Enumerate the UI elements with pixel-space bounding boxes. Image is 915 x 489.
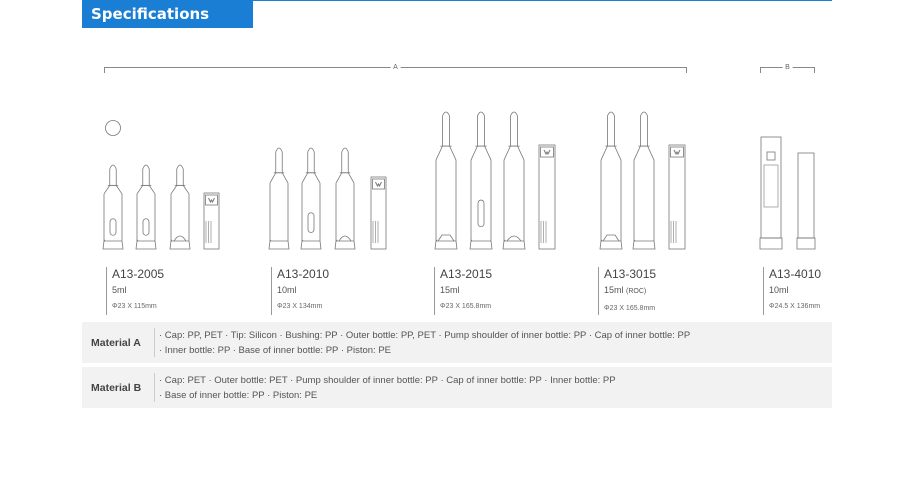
bottle-3015-2-tip (640, 112, 647, 146)
product-a13-4010 (763, 267, 821, 315)
product-a13-3015 (598, 267, 656, 315)
product-code: A13-3015 (604, 267, 657, 281)
bottle-2015-3-tip (510, 112, 517, 146)
jar-4010-1-window (764, 165, 778, 207)
bottle-2005-2-tip (143, 165, 149, 185)
bottle-2010-3-base (335, 241, 355, 249)
product-a13-2010 (271, 267, 329, 315)
bottle-2005-1-body (104, 194, 122, 241)
product-volume: 10ml (769, 285, 789, 295)
bottle-2015-1-shoulder (436, 146, 456, 160)
dimension-b-label: B (782, 63, 793, 72)
bottle-2010-1-shoulder (270, 173, 288, 183)
jar-4010-1-logo (767, 152, 775, 160)
material-b-row (82, 367, 832, 408)
bottle-2005-3-base (170, 241, 190, 249)
bottle-2015-3-shoulder (504, 146, 524, 160)
material-b-label: Material B (91, 381, 142, 394)
bottle-2005-2-base (136, 241, 156, 249)
divider (154, 373, 155, 402)
bottle-2005-1-tip (110, 165, 116, 185)
jar-4010-2-base (797, 238, 815, 249)
box-2015 (539, 145, 555, 249)
product-volume: 5ml (112, 285, 127, 295)
bottle-2005-3-arch (174, 236, 186, 241)
bottle-2005-1-shoulder (104, 185, 122, 194)
page-title: Specifications (82, 0, 253, 28)
product-volume: 10ml (277, 285, 297, 295)
bottle-2005-2-body (137, 194, 155, 241)
product-volume-note: (ROC) (626, 288, 647, 295)
jar-4010-1-base (760, 238, 782, 249)
bottle-2010-1-body (270, 183, 288, 241)
bottle-2010-3-arch (339, 236, 351, 241)
bottle-2010-3-body (336, 183, 354, 241)
bottle-2005-1-base (103, 241, 123, 249)
bottle-3015-1-body (601, 160, 621, 241)
product-a13-2015 (434, 267, 492, 315)
bottle-2015-1-body (436, 160, 456, 241)
bottle-2010-2-window (308, 213, 314, 233)
bottle-2010-2-base (301, 241, 321, 249)
bottle-3015-2-body (634, 160, 654, 241)
bottle-2010-1-base (269, 241, 289, 249)
bottle-2010-3-tip (342, 148, 348, 173)
bottle-2010-1-tip (276, 148, 282, 173)
product-size: Φ23 X 134mm (277, 303, 323, 310)
material-a-label: Material A (91, 336, 141, 349)
product-code: A13-2005 (112, 267, 165, 281)
bottle-2015-2-base (470, 241, 492, 249)
bottle-3015-1-dome (603, 235, 619, 241)
bottle-2005-3-shoulder (171, 185, 189, 194)
jar-4010-2 (798, 153, 814, 238)
bottle-2015-2-window (478, 200, 484, 227)
dimension-a-label: A (390, 63, 401, 72)
product-code: A13-4010 (769, 267, 822, 281)
product-volume: 15ml (440, 285, 460, 295)
box-3015 (669, 145, 685, 249)
bottle-2015-1-base (435, 241, 457, 249)
bottle-2010-3-shoulder (336, 173, 354, 183)
bottle-2015-1-dome (438, 235, 454, 241)
bottle-2015-3-arch (507, 236, 521, 241)
bottle-2005-1-window (110, 219, 116, 236)
bottle-2015-2-body (471, 160, 491, 241)
product-volume: 15ml (ROC) (604, 285, 647, 295)
bottle-2015-2-shoulder (471, 146, 491, 160)
bottle-3015-2-base (633, 241, 655, 249)
product-size: Φ23 X 115mm (112, 303, 157, 310)
product-size: Φ23 X 165.8mm (440, 303, 492, 310)
product-size: Φ24.5 X 136mm (769, 303, 821, 310)
material-b-list: · Cap: PET · Outer bottle: PET · Pump shoulder of inner bottle: PP · Cap of inner bottle: PP · Inner bottle: PP · Base of inner bottle: PP · Piston: PE (159, 375, 616, 401)
bottle-3015-1-tip (607, 112, 614, 146)
bottle-3015-2-shoulder (634, 146, 654, 160)
bottle-2015-1-tip (442, 112, 449, 146)
bottle-2005-3-body (171, 194, 189, 241)
bottle-2015-2-tip (477, 112, 484, 146)
circle-icon (106, 121, 121, 136)
bottle-3015-1-base (600, 241, 622, 249)
bottle-2015-3-base (503, 241, 525, 249)
bottle-2010-2-tip (308, 148, 314, 173)
material-a-list: · Cap: PP, PET · Tip: Silicon · Bushing: PP · Outer bottle: PP, PET · Pump shoulder of inner bottle: PP · Cap of inner bottle: PP · Inner bottle: PP · Base of inner bottle: PP · Piston: PE (159, 330, 691, 356)
material-a-row (82, 322, 832, 363)
bottle-3015-1-shoulder (601, 146, 621, 160)
bottle-2015-3-body (504, 160, 524, 241)
bottle-2005-2-window (143, 219, 149, 236)
bottle-2005-2-shoulder (137, 185, 155, 194)
product-a13-2005 (106, 267, 164, 315)
product-code: A13-2015 (440, 267, 493, 281)
divider (154, 328, 155, 357)
bottle-2010-2-shoulder (302, 173, 320, 183)
bottle-2005-3-tip (177, 165, 183, 185)
product-size: Φ23 X 165.8mm (604, 305, 656, 312)
product-code: A13-2010 (277, 267, 330, 281)
